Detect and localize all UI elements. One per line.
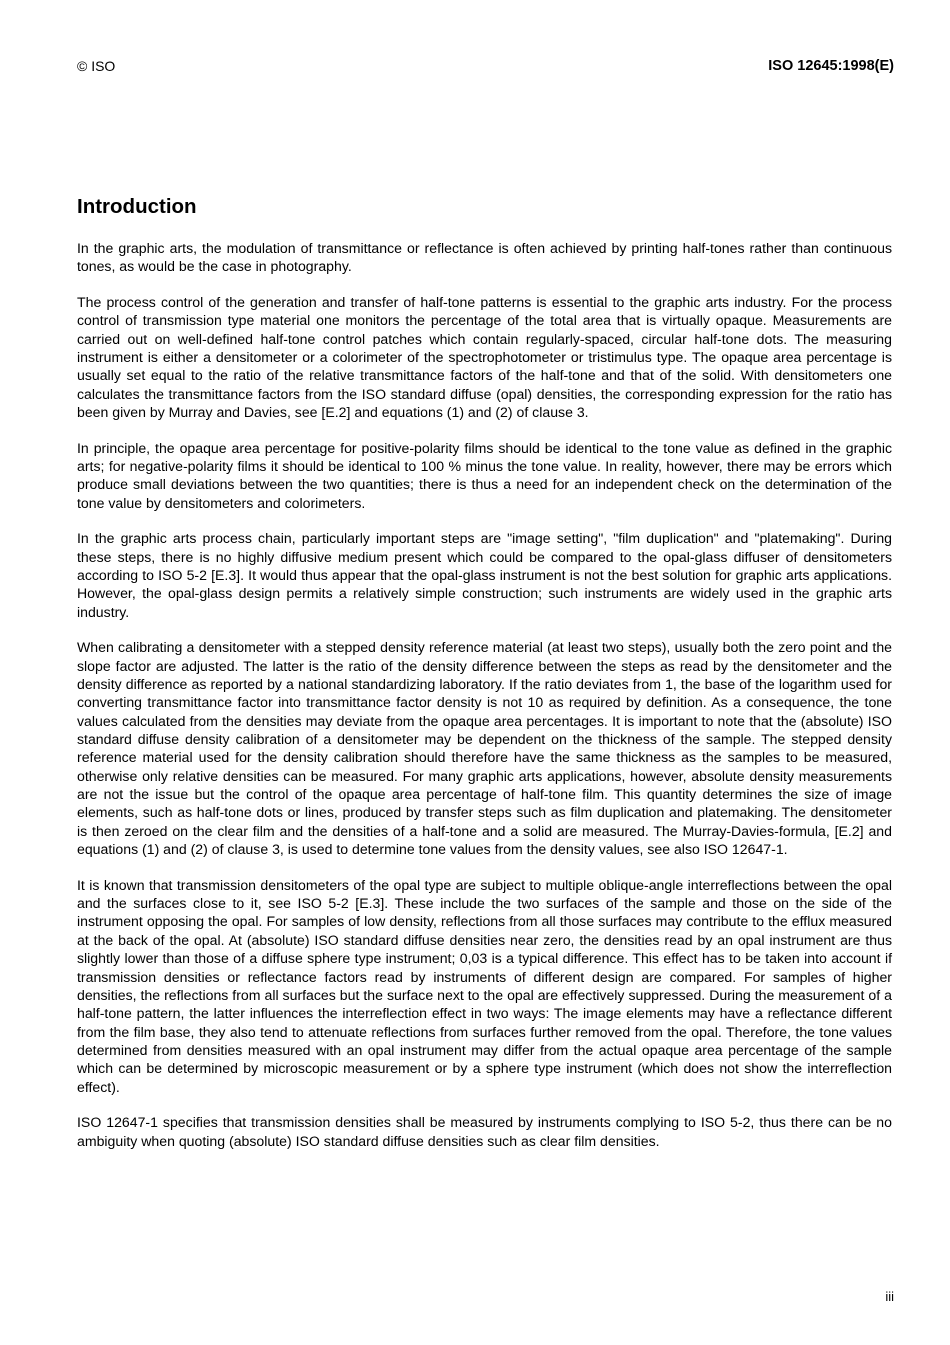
standard-identifier: ISO 12645:1998(E) [768,58,894,74]
paragraph-6: It is known that transmission densitometers of the opal type are subject to multiple oblique-angle interreflections between the opal and the surfaces close to it, see ISO 5-2 [E.3]. These include the two surfaces of the sample and those on the side of the instrument opposing the opal. For samples of low density, reflections from all those surfaces may contribute to the efflux measured at the back of the opal. At (absolute) ISO standard diffuse densities near zero, the densities read by an opal instrument are thus slightly lower than those of a diffuse sphere type instrument; 0,03 is a typical difference. This effect has to be taken into account if transmission densities or reflectance factors read by instruments of different design are compared. For samples of higher densities, the reflections from all surfaces but the surface next to the opal are effectively suppressed. During the measurement of a half-tone pattern, the latter influences the interreflection effect in two ways: The image elements may have a reflectance different from the film base, they also tend to attenuate reflections from surfaces further removed from the opal. Therefore, the tone values determined from densities measured with an opal instrument may differ from the actual opaque area percentage of the sample which can be determined by microscopic measurement or by a sphere type instrument (which does not show the interreflection effect). [77,876,892,1095]
paragraph-7: ISO 12647-1 specifies that transmission densities shall be measured by instruments complying to ISO 5-2, thus there can be no ambiguity when quoting (absolute) ISO standard diffuse densities such as clear film densities. [77,1114,892,1149]
paragraph-1: In the graphic arts, the modulation of transmittance or reflectance is often achieved by printing half-tones rather than continuous tones, as would be the case in photography. [77,240,892,275]
copyright-notice: © ISO [77,58,116,74]
paragraph-3: In principle, the opaque area percentage for positive-polarity films should be identical to the tone value as defined in the graphic arts; for negative-polarity films it should be identical to 100 % minus the tone value. In reality, however, there may be errors which produce small deviations between the two quantities; there is thus a need for an independent check on the determination of the tone value by densitometers and colorimeters. [77,439,892,511]
section-title: Introduction [77,195,197,218]
paragraph-2: The process control of the generation and transfer of half-tone patterns is essential to the graphic arts industry. For the process control of transmission type material one monitors the percentage of the total area that is virtually opaque. Measurements are carried out on well-defined half-tone control patches which contain regularly-spaced, circular half-tone dots. The measuring instrument is either a densitometer or a colorimeter of the spectrophotometer or tristimulus type. The opaque area percentage is usually set equal to the ratio of the relative transmittance factors of the half-tone and that of the solid. With densitometers one calculates the transmittance factors from the ISO standard diffuse (opal) densities, the corresponding expression for the ratio has been given by Murray and Davies, see [E.2] and equations (1) and (2) of clause 3. [77,293,892,421]
document-body [77,239,892,1167]
page-number: iii [885,1289,894,1304]
paragraph-4: In the graphic arts process chain, particularly important steps are "image setting", "film duplication" and "platemaking". During these steps, there is no highly diffusive medium present which could be compared to the opal-glass diffuser of densitometers according to ISO 5-2 [E.3]. It would thus appear that the opal-glass instrument is not the best solution for graphic arts applications. However, the opal-glass design permits a relatively simple construction; such instruments are widely used in the graphic arts industry. [77,530,892,620]
page-header [77,58,894,78]
paragraph-5: When calibrating a densitometer with a stepped density reference material (at least two steps), usually both the zero point and the slope factor are adjusted. The latter is the ratio of the density difference between the steps as read by the densitometer and the density difference as reported by a national standardizing laboratory. If the ratio deviates from 1, the base of the logarithm used for converting transmittance factor into transmittance factor density is not 10 as required by definition. As a consequence, the tone values calculated from the densities may deviate from the opaque area percentages. It is important to note that the (absolute) ISO standard diffuse density calibration of a densitometer may be dependent on the thickness of the sample. The stepped density reference material used for the density calibration should therefore have the same thickness as the samples to be measured, otherwise only relative densities can be measured. For many graphic arts applications, however, absolute density measurements are not the issue but the control of the opaque area percentage of half-tone film. This quantity determines the size of image elements, such as half-tone dots or lines, produced by transfer steps such as film duplication and platemaking. The densitometer is then zeroed on the clear film and the densities of a half-tone and a solid are measured. The Murray-Davies-formula, [E.2] and equations (1) and (2) of clause 3, is used to determine tone values from the density values, see also ISO 12647-1. [77,639,892,858]
